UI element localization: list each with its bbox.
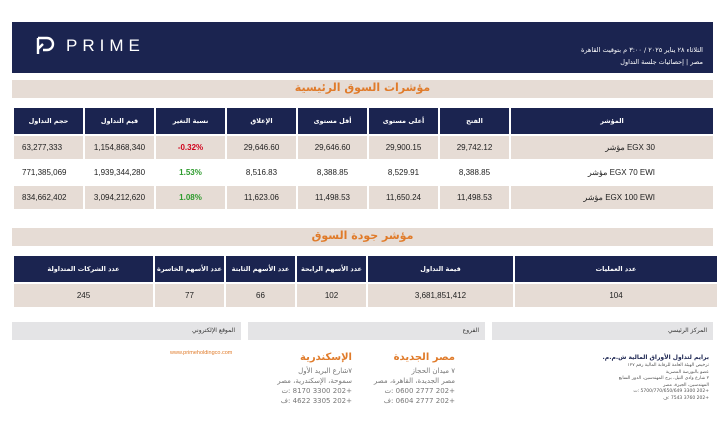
col-gainers: عدد الأسهم الرابحة [297,256,366,282]
trade-volume: 834,662,402 [14,186,83,209]
open-value: 8,388.85 [458,168,491,177]
col-trade-value: قيمة التداول [368,256,513,282]
hq-line: ٢ شارع وادي النيل، برج المهندسين، الدور السابع [618,376,709,381]
hq-line: عضو بالبورصة المصرية [665,369,709,375]
col-index: المؤشر [511,108,713,134]
table-row [14,136,713,159]
col-losers: عدد الأسهم الخاسرة [155,256,224,282]
report-subtitle: مصر | إحصائيات جلسة التداول [620,58,703,66]
index-name: مؤشر EGX 30 [511,136,713,159]
hq-label: المركز الرئيسي [668,327,707,334]
website-label: الموقع الإلكتروني [192,327,235,334]
col-transactions: عدد العمليات [515,256,717,282]
quality-title: مؤشر جودة السوق [311,229,414,242]
low-value: 29,646.60 [298,136,367,159]
report-header [12,22,713,73]
col-traded-companies: عدد الشركات المتداولة [14,256,153,282]
branch-line: سموحة، الإسكندرية، مصر [277,377,352,385]
hq-line: ترخيص الهيئة العامة للرقابة المالية رقم ١٢٧ [627,363,709,368]
traded-companies-value: 245 [14,284,153,307]
trade-volume: 771,385,069 [22,168,67,177]
branch-fax: +202 2777 0604 :ف [383,397,455,405]
branch-city: الإسكندرية [300,352,352,363]
report-date: الثلاثاء ٢٨ يناير ٢٠٢٥ / ٣:٠٠ م بتوقيت القاهرة [580,46,703,54]
table-row [14,186,713,209]
quality-table [12,254,719,309]
trade-value: 3,681,851,412 [368,284,513,307]
website-label-box [12,322,241,340]
hq-label-box [492,322,713,340]
main-indices-title-bar [12,80,713,98]
trade-value: 1,939,344,280 [93,168,146,177]
col-value: قيم التداول [85,108,154,134]
trade-value: 1,154,868,340 [85,136,154,159]
col-high: أعلى مستوى [369,108,438,134]
losers-value: 77 [155,284,224,307]
col-open: الفتح [440,108,509,134]
quality-title-bar [12,228,713,246]
open-value: 29,742.12 [440,136,509,159]
col-close: الإغلاق [227,108,296,134]
change-value: 1.53% [179,168,202,177]
index-name: مؤشر EGX 70 EWI [587,168,655,177]
table-header-row [14,256,717,282]
trade-volume: 63,277,333 [14,136,83,159]
branch-cairo [374,352,455,406]
close-value: 11,623.06 [227,186,296,209]
branch-line: ٧شارع البريد الأول [298,367,352,375]
branch-city: مصر الجديدة [393,352,455,363]
close-value: 8,516.83 [245,168,278,177]
website-link[interactable]: www.primeholdingco.com [170,350,233,356]
transactions-value: 104 [515,284,717,307]
high-value: 8,529.91 [387,168,420,177]
main-indices-table [12,106,715,211]
table-header-row [14,108,713,134]
hq-line: المهندسين، الجيزة، مصر [663,382,709,388]
low-value: 8,388.85 [316,168,349,177]
branch-fax: +202 3305 4622 :ف [280,397,352,405]
col-change: نسبة التغير [156,108,225,134]
branches-label-box [248,322,485,340]
trade-value: 3,094,212,620 [85,186,154,209]
close-value: 29,646.60 [227,136,296,159]
hq-address [599,354,709,402]
low-value: 11,498.53 [298,186,367,209]
table-row [14,284,717,307]
branch-line: ٧ ميدان الحجاز [411,367,455,375]
branch-phone: +202 2777 0600 :ت [384,387,455,395]
col-low: أقل مستوى [298,108,367,134]
brand-name: PRIME [66,36,145,55]
branch-alexandria [277,352,352,406]
change-value: -0.32% [156,136,225,159]
prime-logo-icon [34,35,56,57]
hq-company-name: برايم لتداول الأوراق المالية ش.م.م. [602,354,709,361]
branch-phone: +202 3300 8170 :ت [281,387,352,395]
unchanged-value: 66 [226,284,295,307]
col-unchanged: عدد الأسهم الثابتة [226,256,295,282]
table-row [14,161,713,184]
prime-logo [34,35,145,57]
branch-line: مصر الجديدة، القاهرة، مصر [373,377,455,385]
change-value: 1.08% [156,186,225,209]
col-volume: حجم التداول [14,108,83,134]
main-indices-title: مؤشرات السوق الرئيسية [294,81,431,94]
hq-phone: +202 3300 5700/770/650/649 :ت [633,389,709,394]
open-value: 11,498.53 [440,186,509,209]
branches-label: الفروع [462,327,479,334]
index-name: مؤشر EGX 100 EWI [511,186,713,209]
high-value: 11,650.24 [369,186,438,209]
high-value: 29,900.15 [369,136,438,159]
gainers-value: 102 [297,284,366,307]
hq-fax: +202 3760 7543 :ف [663,395,709,401]
